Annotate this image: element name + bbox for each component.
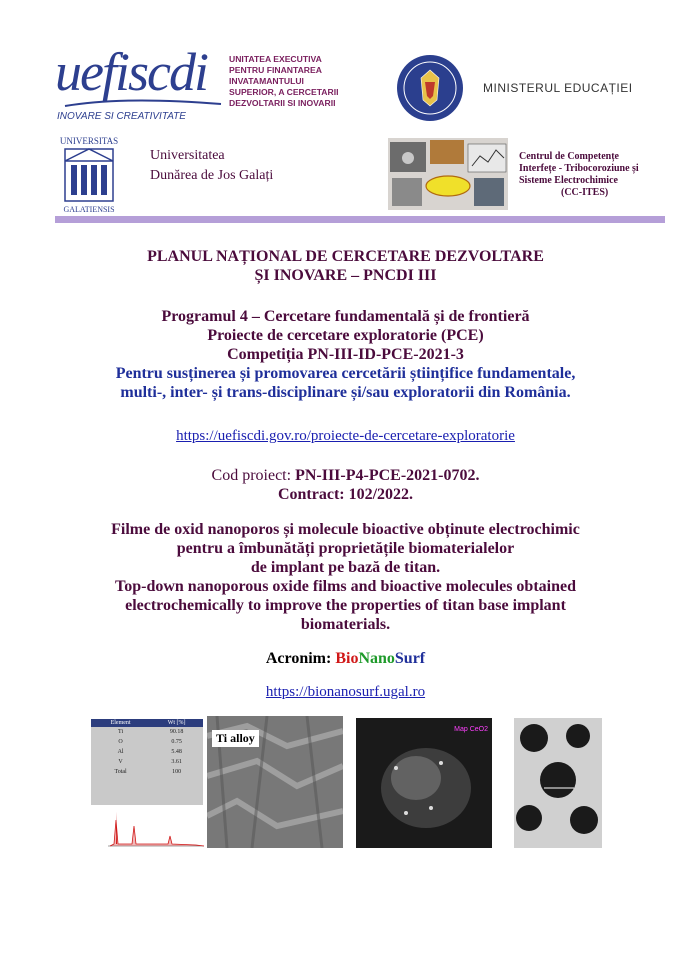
project-title-line: Top-down nanoporous oxide films and bioactive molecules obtained — [115, 578, 576, 595]
project-code-label: Cod proiect: — [211, 467, 296, 484]
crest-bottom-text: GALATIENSIS — [63, 205, 115, 214]
sem-label-ceo2: Map CeO2 — [454, 726, 488, 733]
table-row: Al 5.48 — [117, 749, 182, 755]
uefiscdi-line: SUPERIOR, A CERCETARII — [229, 87, 339, 97]
contract-number: Contract: 102/2022. — [277, 486, 414, 503]
table-row: O 0.75 — [118, 739, 182, 745]
project-code-block — [0, 466, 691, 504]
uefiscdi-line: PENTRU FINANTAREA — [229, 65, 322, 75]
program-line: Proiecte de cercetare exploratorie (PCE) — [207, 327, 484, 344]
program-line: Competiția PN-III-ID-PCE-2021-3 — [227, 346, 464, 363]
program-blue-line: Pentru susținerea și promovarea cercetării științifice fundamentale, — [115, 365, 576, 382]
uefiscdi-logo-text: uefiscdi — [55, 42, 207, 102]
uefiscdi-link[interactable]: https://uefiscdi.gov.ro/proiecte-de-cercetare-exploratorie — [176, 428, 515, 444]
program-line: Programul 4 – Cercetare fundamentală și de frontieră — [161, 308, 530, 325]
competence-center-name — [519, 151, 639, 199]
uefiscdi-tagline: INOVARE SI CREATIVITATE — [57, 111, 186, 122]
edx-header: Element — [91, 719, 150, 727]
sem-ti-alloy-image — [207, 716, 343, 848]
table-row: Total 100 — [114, 769, 182, 775]
project-title-line: electrochemically to improve the properties of titan base implant — [125, 597, 566, 614]
project-title-line: biomaterials. — [300, 616, 391, 633]
cc-ites-collage-image — [388, 138, 508, 210]
sem-ceo2-map-image — [356, 718, 492, 848]
cc-line: Centrul de Competențe — [519, 151, 619, 162]
header-divider — [55, 216, 665, 223]
cc-line: Interfețe - Tribocoroziune și — [519, 163, 639, 174]
logo-swirl-icon — [63, 98, 223, 110]
sem-label-ti-alloy: Ti alloy — [212, 730, 259, 747]
ministry-name: MINISTERUL EDUCAȚIEI — [483, 81, 633, 95]
program-block — [0, 307, 691, 402]
document-title — [0, 247, 691, 285]
edx-spectrum-plot — [88, 806, 206, 850]
university-name-line: Universitatea — [150, 148, 225, 163]
tem-texture — [514, 718, 602, 848]
university-name — [150, 146, 273, 186]
university-crest-icon — [55, 135, 123, 215]
acronym-line — [0, 650, 691, 668]
crest-top-text: UNIVERSITAS — [59, 136, 119, 146]
project-code-value: PN-III-P4-PCE-2021-0702. — [295, 467, 480, 484]
government-seal-icon — [395, 48, 465, 128]
title-line: PLANUL NAȚIONAL DE CERCETARE DEZVOLTARE — [147, 248, 544, 265]
cc-line: (CC-ITES) — [561, 187, 609, 198]
sem-map-texture — [356, 718, 492, 848]
table-row: Ti 90.18 — [118, 729, 184, 735]
edx-spectrum-figure — [88, 716, 206, 850]
project-title-line: de implant pe bază de titan. — [250, 559, 441, 576]
uefiscdi-line: UNITATEA EXECUTIVA — [229, 54, 322, 64]
acronym-surf: Surf — [394, 650, 426, 667]
project-title-line: Filme de oxid nanoporos și molecule bioactive obținute electrochimic — [111, 521, 580, 538]
tem-nanoporous-image — [514, 718, 602, 848]
project-title-line: pentru a îmbunătăți proprietățile biomaterialelor — [176, 540, 515, 557]
project-title — [0, 520, 691, 634]
project-website-link[interactable]: https://bionanosurf.ugal.ro — [265, 684, 426, 700]
uefiscdi-logo — [55, 42, 225, 127]
acronym-bio: Bio — [335, 650, 359, 667]
uefiscdi-description — [229, 54, 379, 109]
title-line: ȘI INOVARE – PNCDI III — [254, 267, 437, 284]
uefiscdi-line: INVATAMANTULUI — [229, 76, 304, 86]
cc-line: Sisteme Electrochimice — [519, 175, 618, 186]
acronym-nano: Nano — [358, 650, 395, 667]
edx-composition-table — [91, 719, 203, 805]
university-name-line: Dunărea de Jos Galați — [150, 168, 274, 183]
table-row: V 3.61 — [118, 759, 182, 765]
acronym-label: Acronim: — [265, 650, 336, 667]
uefiscdi-line: DEZVOLTARII SI INOVARII — [229, 98, 336, 108]
edx-header: Wt [%] — [150, 719, 203, 727]
program-blue-line: multi-, inter- și trans-disciplinare și/sau exploratorii din România. — [120, 384, 571, 401]
